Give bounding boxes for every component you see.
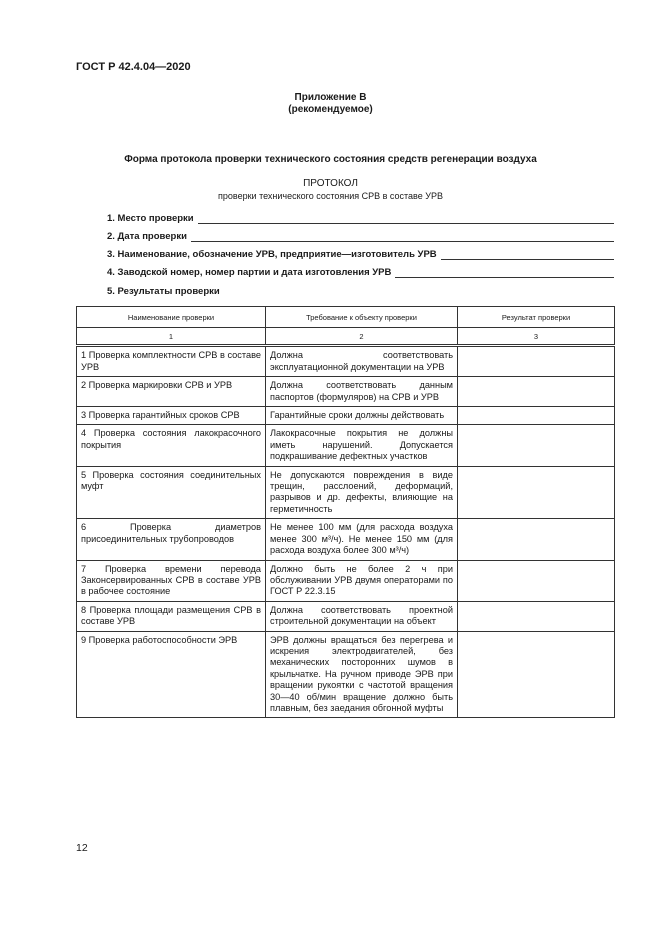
check-requirement: Не менее 100 мм (для расхода воздуха менее 300 м³/ч). Не менее 150 мм (для расхода воздуха более 300 м³/ч) — [266, 519, 458, 560]
fill-line — [395, 267, 614, 278]
page-number: 12 — [76, 842, 88, 854]
column-number: 2 — [266, 328, 458, 346]
table-row — [77, 560, 615, 601]
check-requirement: Должна соответствовать эксплуатационной документации на УРВ — [266, 346, 458, 377]
table-row — [77, 519, 615, 560]
appendix-subtitle: (рекомендуемое) — [288, 104, 373, 115]
table-row — [77, 407, 615, 425]
field-date — [107, 231, 614, 242]
appendix-title: Приложение В — [294, 92, 367, 103]
check-name: 7 Проверка времени перевода Законсервированных СРВ в составе УРВ в рабочее состояние — [77, 560, 266, 601]
table-row — [77, 601, 615, 631]
column-number: 1 — [77, 328, 266, 346]
check-requirement: ЭРВ должны вращаться без перегрева и искрения электродвигателей, без механических посторонних шумов в крыльчатке. На ручном приводе ЭРВ при вращении рукоятки с частотой вращения 30—40 об/мин вращение должно быть плавным, без заедания обгонной муфты — [266, 631, 458, 718]
fill-line — [441, 249, 614, 260]
table-row — [77, 631, 615, 718]
gost-header: ГОСТ Р 42.4.04—2020 — [76, 61, 191, 73]
table-row — [77, 346, 615, 377]
check-result[interactable] — [458, 466, 615, 519]
table-row — [77, 466, 615, 519]
field-serial-number — [107, 267, 614, 278]
table-header-row — [77, 307, 615, 328]
protocol-title: ПРОТОКОЛ — [303, 178, 358, 189]
check-name: 6 Проверка диаметров присоединительных трубопроводов — [77, 519, 266, 560]
check-name: 2 Проверка маркировки СРВ и УРВ — [77, 377, 266, 407]
check-name: 3 Проверка гарантийных сроков СРВ — [77, 407, 266, 425]
field-label: 4. Заводской номер, номер партии и дата изготовления УРВ — [107, 267, 392, 278]
form-title: Форма протокола проверки технического состояния средств регенерации воздуха — [124, 154, 537, 165]
column-number-row — [77, 328, 615, 346]
field-label: 3. Наименование, обозначение УРВ, предприятие—изготовитель УРВ — [107, 249, 437, 260]
table-row — [77, 425, 615, 466]
check-result[interactable] — [458, 407, 615, 425]
check-result[interactable] — [458, 377, 615, 407]
check-name: 4 Проверка состояния лакокрасочного покрытия — [77, 425, 266, 466]
protocol-subtitle: проверки технического состояния СРВ в составе УРВ — [218, 191, 443, 201]
check-name: 5 Проверка состояния соединительных муфт — [77, 466, 266, 519]
check-requirement: Должна соответствовать данным паспортов (формуляров) на СРВ и УРВ — [266, 377, 458, 407]
table-row — [77, 377, 615, 407]
column-header: Требование к объекту проверки — [266, 307, 458, 328]
field-place — [107, 213, 614, 224]
field-name-manufacturer — [107, 249, 614, 260]
check-requirement: Не допускаются повреждения в виде трещин, расслоений, деформаций, разрывов и др. дефекты, влияющие на герметичность — [266, 466, 458, 519]
check-result[interactable] — [458, 631, 615, 718]
check-result[interactable] — [458, 560, 615, 601]
check-result[interactable] — [458, 346, 615, 377]
check-name: 1 Проверка комплектности СРВ в составе УРВ — [77, 346, 266, 377]
check-requirement: Лакокрасочные покрытия не должны иметь нарушений. Допускается подкрашивание дефектных участков — [266, 425, 458, 466]
column-header: Наименование проверки — [77, 307, 266, 328]
check-requirement: Должна соответствовать проектной строительной документации на объект — [266, 601, 458, 631]
column-header: Результат проверки — [458, 307, 615, 328]
check-result[interactable] — [458, 519, 615, 560]
field-label: 1. Место проверки — [107, 213, 194, 224]
check-requirement: Гарантийные сроки должны действовать — [266, 407, 458, 425]
check-result[interactable] — [458, 601, 615, 631]
check-result[interactable] — [458, 425, 615, 466]
results-table — [76, 306, 615, 718]
fill-line — [198, 213, 614, 224]
field-label: 5. Результаты проверки — [107, 286, 220, 297]
column-number: 3 — [458, 328, 615, 346]
check-name: 9 Проверка работоспособности ЭРВ — [77, 631, 266, 718]
check-requirement: Должно быть не более 2 ч при обслуживании УРВ двумя операторами по ГОСТ Р 22.3.15 — [266, 560, 458, 601]
field-results — [107, 286, 614, 297]
fill-line — [191, 231, 614, 242]
field-label: 2. Дата проверки — [107, 231, 187, 242]
check-name: 8 Проверка площади размещения СРВ в составе УРВ — [77, 601, 266, 631]
